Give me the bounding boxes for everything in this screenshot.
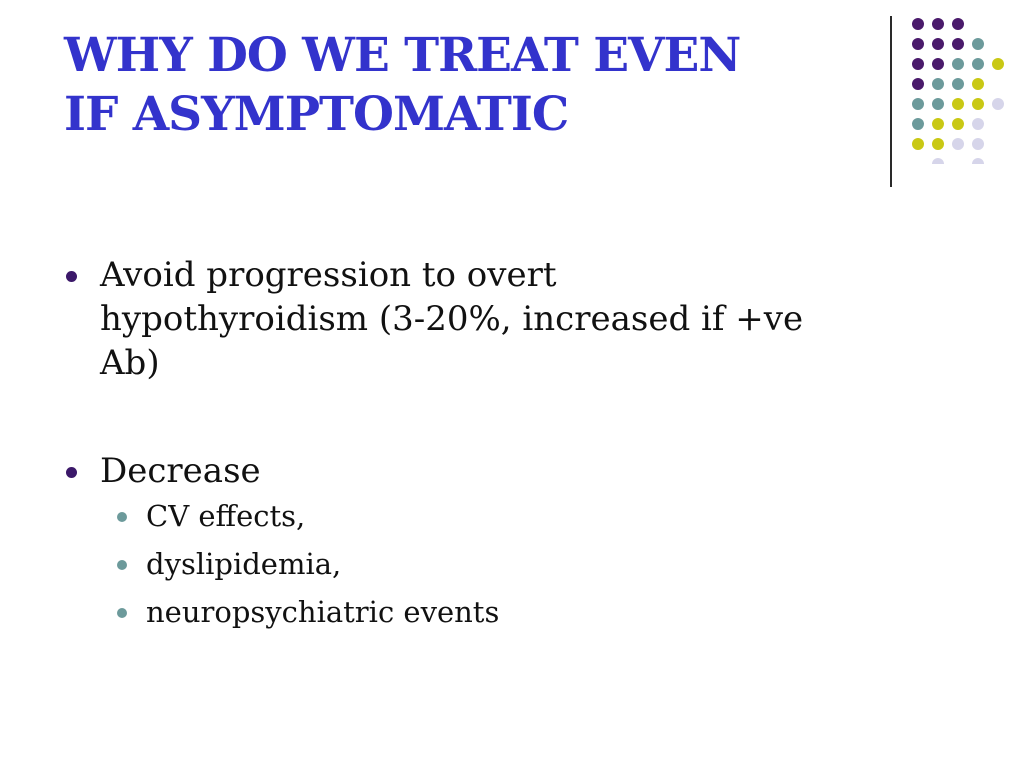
dot-yellow [952,118,964,130]
dot-lavender [972,158,984,164]
slide-body [60,253,980,636]
bullet-text-line: Ab) [100,343,160,383]
dot-teal [932,78,944,90]
dot-purple [912,18,924,30]
dot-lavender [972,138,984,150]
dot-purple [912,38,924,50]
dot-teal [912,118,924,130]
sub-bullet-text: dyslipidemia, [146,547,342,581]
bullet-text: Decrease [100,451,261,491]
bullet-icon [66,271,77,282]
dot-purple [932,18,944,30]
dot-purple [912,78,924,90]
bullet-text-line: Avoid progression to overt [100,255,557,295]
sub-bullet-text: CV effects, [146,499,306,533]
sub-bullet-icon [117,608,127,618]
dot-lavender [932,158,944,164]
dot-teal [972,38,984,50]
dot-purple [952,38,964,50]
slide-title-line-1: WHY DO WE TREAT EVEN [64,28,741,83]
dot-yellow [972,78,984,90]
sub-bullet-icon [117,560,127,570]
dot-yellow [912,138,924,150]
title-divider-line [890,16,892,187]
dot-teal [932,98,944,110]
dot-purple [912,58,924,70]
dot-purple [932,38,944,50]
dot-purple [932,58,944,70]
sub-bullet-item [60,588,980,636]
dot-lavender [952,138,964,150]
dot-grid-decoration-icon [906,14,1016,164]
dot-teal [952,78,964,90]
dot-teal [912,98,924,110]
bullet-spacer [60,385,980,449]
sub-bullet-item [60,492,980,540]
sub-bullet-text: neuropsychiatric events [146,595,500,629]
dot-lavender [972,118,984,130]
dot-yellow [932,118,944,130]
dot-teal [972,58,984,70]
bullet-text-line: hypothyroidism (3-20%, increased if +ve [100,299,804,339]
dot-teal [952,58,964,70]
bullet-icon [66,467,77,478]
dot-purple [952,18,964,30]
dot-yellow [992,58,1004,70]
slide-title-line-2: IF ASYMPTOMATIC [64,87,569,142]
sub-bullet-icon [117,512,127,522]
dot-lavender [992,98,1004,110]
dot-yellow [972,98,984,110]
dot-yellow [952,98,964,110]
slide-title [64,26,864,144]
dot-yellow [932,138,944,150]
bullet-item [60,449,980,493]
bullet-item [60,253,980,385]
sub-bullet-item [60,540,980,588]
